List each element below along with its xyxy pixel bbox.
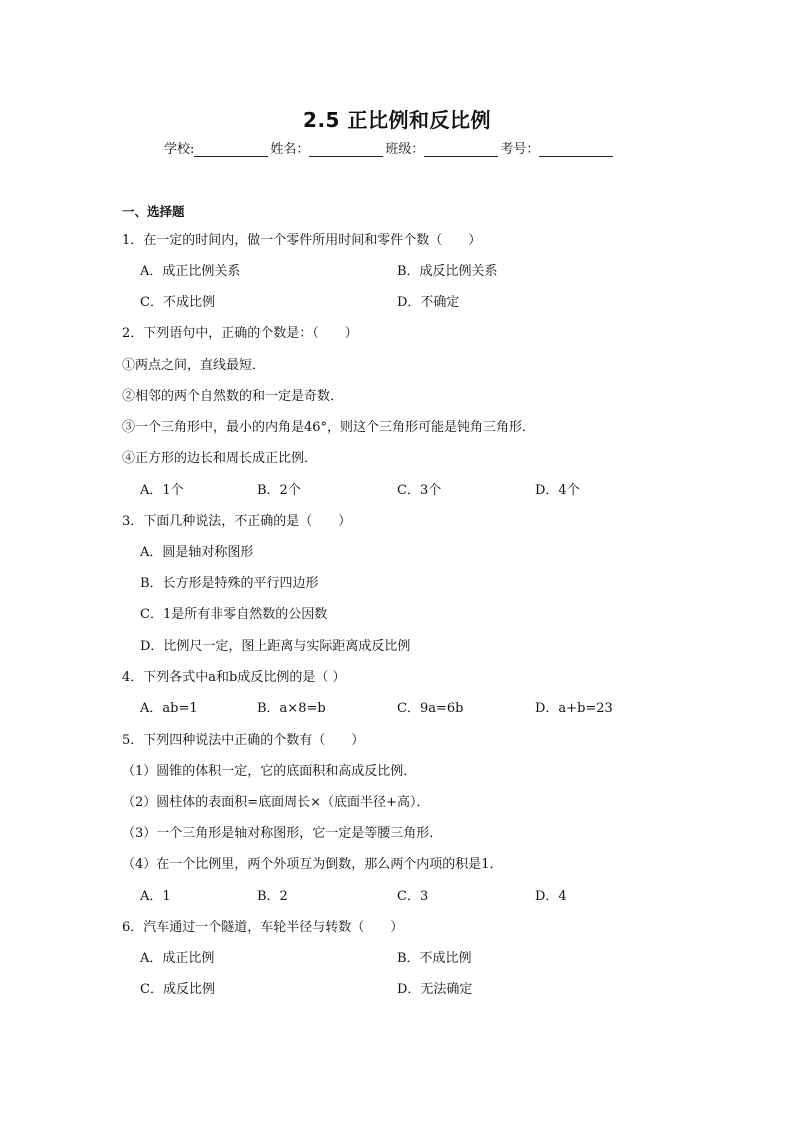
question-6-stem: 6．汽车通过一个隧道，车轮半径与转数（ ） (122, 920, 404, 935)
question-3-stem: 3．下面几种说法，不正确的是（ ） (122, 514, 352, 529)
question-1-option-c: C．不成比例 (140, 295, 215, 310)
class-label: 班级： (385, 142, 425, 157)
question-4-option-d: D．a+b=23 (535, 701, 613, 716)
question-4-option-c: C．9a=6b (397, 701, 464, 716)
question-6-option-d: D．无法确定 (397, 982, 473, 997)
question-3-option-c: C．1是所有非零自然数的公因数 (140, 607, 328, 622)
name-label: 姓名： (270, 142, 310, 157)
question-1-option-b: B．成反比例关系 (397, 264, 498, 279)
question-2-statement-2: ②相邻的两个自然数的和一定是奇数． (122, 389, 344, 404)
question-3-option-b: B．长方形是特殊的平行四边形 (140, 576, 319, 591)
question-5-option-a: A．1 (140, 889, 171, 904)
question-2-option-c: C．3个 (397, 483, 442, 498)
question-2-statement-1: ①两点之间，直线最短． (122, 358, 266, 373)
question-1-option-d: D．不确定 (397, 295, 460, 310)
page-title: 2.5 正比例和反比例 (303, 108, 491, 132)
question-6-option-c: C．成反比例 (140, 982, 215, 997)
question-4-option-b: B．a×8=b (257, 701, 326, 716)
school-blank (194, 142, 268, 157)
question-5-option-b: B．2 (257, 889, 288, 904)
question-2-stem: 2．下列语句中，正确的个数是：（ ） (122, 326, 358, 341)
question-5-option-d: D．4 (535, 889, 567, 904)
question-2-option-d: D．4个 (535, 483, 580, 498)
question-2-statement-4: ④正方形的边长和周长成正比例． (122, 451, 318, 466)
question-4-stem: 4．下列各式中a和b成反比例的是（ ） (122, 670, 346, 685)
student-info-row (164, 138, 644, 157)
question-5-statement-2: （2）圆柱体的表面积=底面周长×（底面半径+高）． (122, 795, 430, 810)
school-label: 学校: (164, 142, 195, 157)
question-5-statement-3: （3）一个三角形是轴对称图形，它一定是等腰三角形． (122, 826, 443, 841)
question-5-statement-4: （4）在一个比例里，两个外项互为倒数，那么两个内项的积是1． (122, 857, 503, 872)
question-2-statement-3: ③一个三角形中，最小的内角是46°，则这个三角形可能是钝角三角形． (122, 420, 536, 435)
question-3-option-a: A．圆是轴对称图形 (140, 545, 254, 560)
section-heading: 一、选择题 (122, 204, 185, 219)
number-label: 考号： (500, 142, 540, 157)
question-1-stem: 1．在一定的时间内，做一个零件所用时间和零件个数（ ） (122, 233, 482, 248)
question-6-option-a: A．成正比例 (140, 951, 215, 966)
question-4-option-a: A．ab=1 (140, 701, 198, 716)
question-2-option-b: B．2个 (257, 483, 301, 498)
question-6-option-b: B．不成比例 (397, 951, 472, 966)
question-5-stem: 5．下列四种说法中正确的个数有（ ） (122, 733, 365, 748)
question-5-statement-1: （1）圆锥的体积一定，它的底面积和高成反比例． (122, 764, 417, 779)
question-1-option-a: A．成正比例关系 (140, 264, 241, 279)
question-3-option-d: D．比例尺一定，图上距离与实际距离成反比例 (140, 639, 411, 654)
class-blank (424, 142, 498, 157)
name-blank (309, 142, 383, 157)
number-blank (539, 142, 613, 157)
question-5-option-c: C．3 (397, 889, 429, 904)
question-2-option-a: A．1个 (140, 483, 184, 498)
